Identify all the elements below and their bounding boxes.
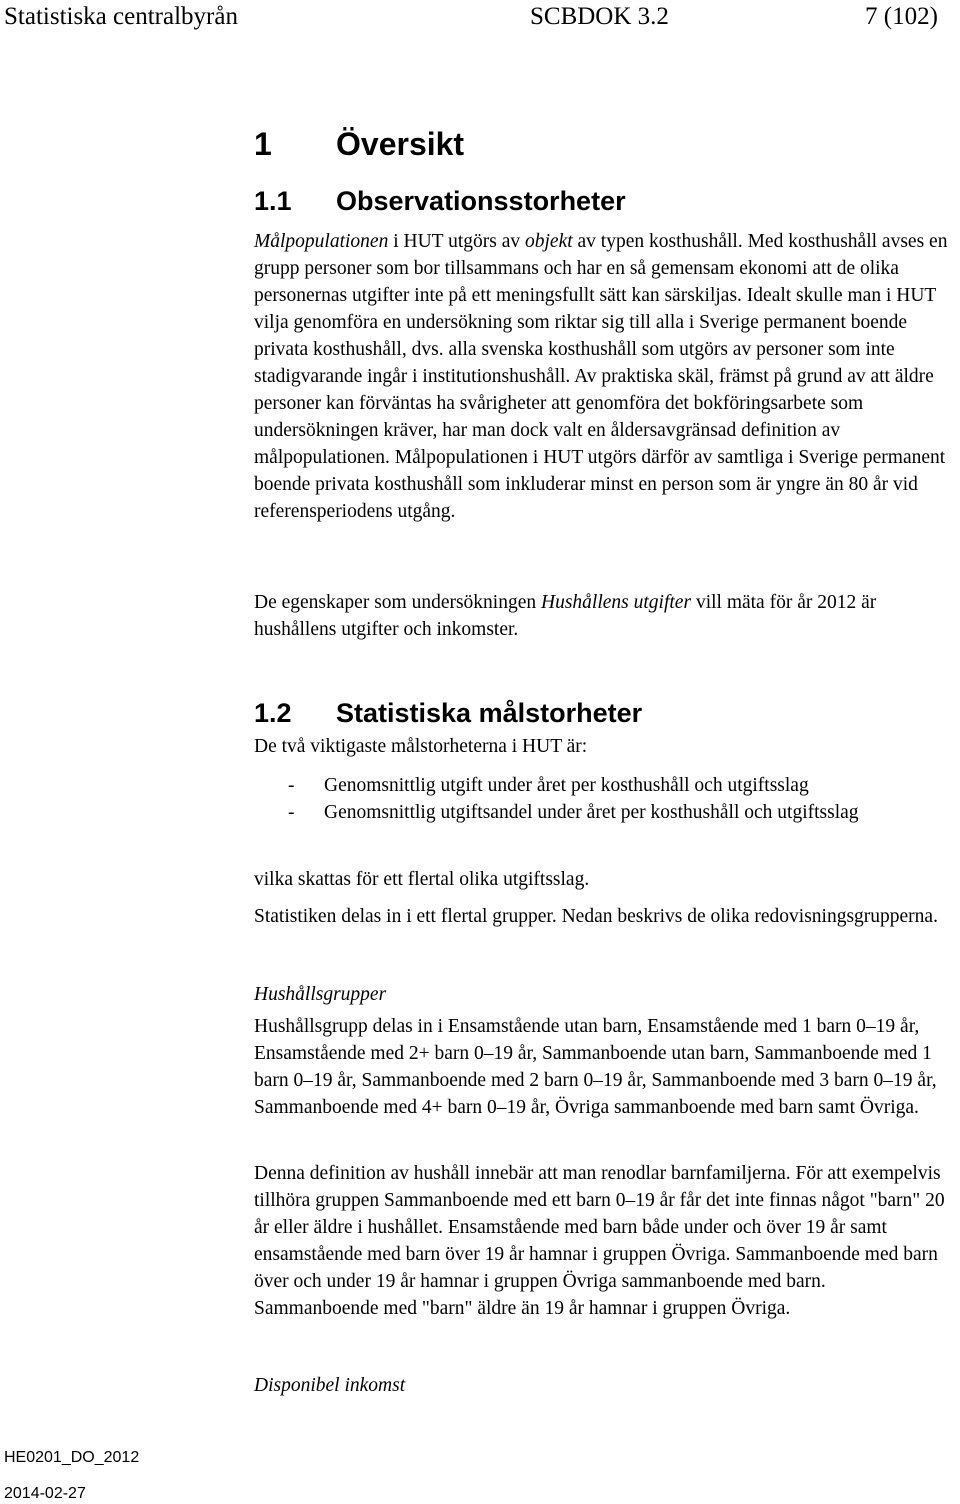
section-1-number: 1 <box>254 126 272 162</box>
footer-document-code: HE0201_DO_2012 <box>4 1449 140 1466</box>
section-1-1-body <box>254 228 954 525</box>
intro-paragraph: De två viktigaste målstorheterna i HUT är: <box>254 736 588 757</box>
section-1-1-heading <box>254 184 626 218</box>
list-item <box>254 772 954 799</box>
header-organization: Statistiska centralbyrån <box>4 3 238 30</box>
subheading-text: Disponibel inkomst <box>254 1375 406 1396</box>
section-1-heading <box>254 124 464 164</box>
list-dash: - <box>288 802 295 823</box>
list-item <box>254 799 954 826</box>
emphasis-malpopulationen: Målpopulationen <box>254 231 389 252</box>
properties-paragraph <box>254 589 954 643</box>
header-page-number: 7 (102) <box>865 3 938 30</box>
section-1-1-number: 1.1 <box>254 186 292 216</box>
emphasis-objekt: objekt <box>525 231 573 252</box>
section-1-title: Översikt <box>336 126 465 162</box>
section-1-1-title: Observationsstorheter <box>336 186 626 216</box>
emphasis-survey-name: Hushållens utgifter <box>541 592 692 613</box>
footer-date: 2014-02-27 <box>4 1485 86 1502</box>
section-1-2-intro <box>254 733 954 760</box>
subheading-disposable-income <box>254 1372 954 1399</box>
section-1-2-heading <box>254 696 642 730</box>
household-definition-paragraph <box>254 1160 954 1322</box>
household-groups-paragraph <box>254 1013 954 1121</box>
list-dash: - <box>288 775 295 796</box>
groups-intro-text: Statistiken delas in i ett flertal grupper. Nedan beskrivs de olika redovisningsgrupperna. <box>254 906 938 927</box>
paragraph-text: av typen kosthushåll. Med kosthushåll avses en grupp personer som bor tillsammans och har en så gemensam ekonomi att de olika personernas utgifter inte på ett meningsfullt sätt kan särskiljas. Idealt skulle man i HUT vilja genomföra en undersökning som riktar sig till alla i Sverige permanent boende privata kosthushåll, dvs. alla svenska kosthushåll som utgörs av personer som inte stadigvarande ingår i institutionshushåll. Av praktiska skäl, främst på grund av att äldre personer kan förväntas ha svårigheter att genomföra det bokföringsarbete som undersökningen kräver, har man dock valt en åldersavgränsad definition av målpopulationen. Målpopulationen i HUT utgörs därför av samtliga i Sverige permanent boende privata kosthushåll som inkluderar minst en person som är yngre än 80 år vid referensperiodens utgång. <box>254 231 948 522</box>
list-item-text: Genomsnittlig utgiftsandel under året per kosthushåll och utgiftsslag <box>324 802 859 823</box>
target-quantities-list <box>254 772 954 826</box>
after-list-paragraph <box>254 866 954 893</box>
paragraph-text: i HUT utgörs av <box>388 231 525 252</box>
paragraph-text: vill mäta för år 2012 är hushållens utgifter och inkomster. <box>254 592 877 640</box>
household-definition-text: Denna definition av hushåll innebär att man renodlar barnfamiljerna. För att exempelvis tillhöra gruppen Sammanboende med ett barn 0–19 år får det inte finnas något "barn" 20 år eller äldre i hushållet. Ensamstående med barn både under och över 19 år samt ensamstående med barn över 19 år hamnar i gruppen Övriga. Sammanboende med barn över och under 19 år hamnar i gruppen Övriga sammanboende med barn. Sammanboende med "barn" äldre än 19 år hamnar i gruppen Övriga. <box>254 1163 945 1319</box>
section-1-2-title: Statistiska målstorheter <box>336 698 643 728</box>
section-1-1-body-2 <box>254 589 954 643</box>
header-document-id: SCBDOK 3.2 <box>530 3 669 30</box>
target-population-paragraph <box>254 228 954 525</box>
groups-intro-paragraph <box>254 903 954 930</box>
paragraph-text: De egenskaper som undersökningen <box>254 592 542 613</box>
section-1-2-number: 1.2 <box>254 698 292 728</box>
after-list-text: vilka skattas för ett flertal olika utgiftsslag. <box>254 869 590 890</box>
subheading-text: Hushållsgrupper <box>254 984 387 1005</box>
household-groups-text: Hushållsgrupp delas in i Ensamstående utan barn, Ensamstående med 1 barn 0–19 år, Ensamstående med 2+ barn 0–19 år, Sammanboende utan barn, Sammanboende med 1 barn 0–19 år, Sammanboende med 2 barn 0–19 år, Sammanboende med 3 barn 0–19 år, Sammanboende med 4+ barn 0–19 år, Övriga sammanboende med barn samt Övriga. <box>254 1016 937 1118</box>
subheading-household-groups <box>254 981 954 1008</box>
list-item-text: Genomsnittlig utgift under året per kosthushåll och utgiftsslag <box>324 775 809 796</box>
